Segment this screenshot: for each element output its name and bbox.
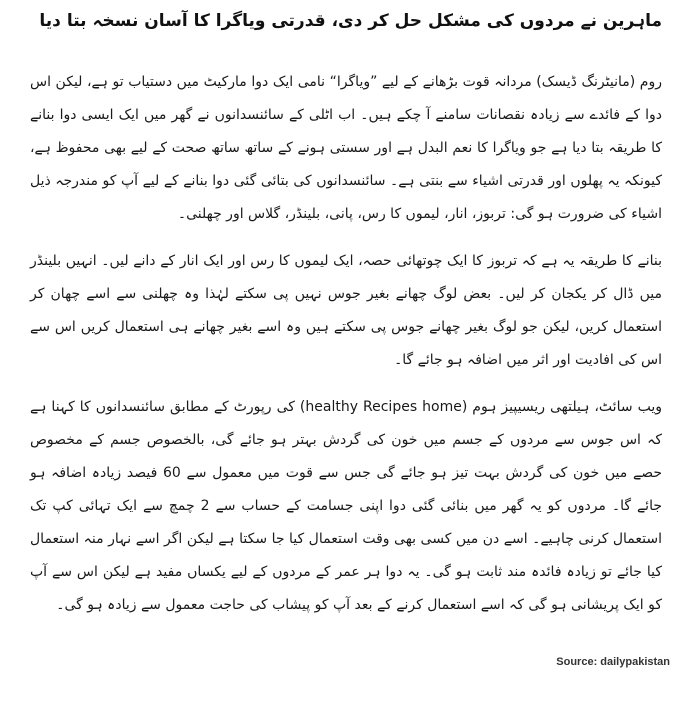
article-paragraph-method: بنانے کا طریقہ یہ ہے کہ تربوز کا ایک چوتھائی حصہ، ایک لیموں کا رس اور ایک انار کے دانے لیں۔ انہیں بلینڈر میں ڈال کر یکجان کر لیں۔ بعض لوگ چھانے بغیر جوس نہیں پی سکتے لہٰذا وہ چھلنی سے اسے چھان کر استعمال کریں، لیکن جو لوگ بغیر چھانے جوس پی سکتے ہیں وہ اسے بغیر چھانے ہی استعمال کریں اس سے اس کی افادیت اور اثر میں اضافہ ہو جائے گا۔ [30, 253, 662, 368]
article-paragraph-intro: روم (مانیٹرنگ ڈیسک) مردانہ قوت بڑھانے کے لیے ”ویاگرا“ نامی ایک دوا مارکیٹ میں دستیاب تو ہے، لیکن اس دوا کے فائدے سے زیادہ نقصانات سامنے آ چکے ہیں۔ اب اٹلی کے سائنسدانوں نے گھر میں ایک ایسی دوا بنانے کا طریقہ بتا دیا ہے جو ویاگرا کا نعم البدل ہے اور سستی ہونے کے ساتھ ساتھ صحت کے لیے بھی محفوظ ہے، کیونکہ یہ پھلوں اور قدرتی اشیاء سے بنتی ہے۔ سائنسدانوں کی بتائی گئی دوا بنانے کے لیے آپ کو مندرجہ ذیل اشیاء کی ضرورت ہو گی: تربوز، انار، لیموں کا رس، پانی، بلینڈر، گلاس اور چھلنی۔ [30, 74, 662, 222]
source-credit: Source: dailypakistan [556, 656, 670, 668]
article [30, 6, 662, 622]
article-title: ماہرین نے مردوں کی مشکل حل کر دی، قدرتی ویاگرا کا آسان نسخہ بتا دیا [39, 11, 662, 31]
article-paragraph-benefits: ویب سائٹ، ہیلتھی ریسیپیز ہوم (healthy Recipes home) کی رپورٹ کے مطابق سائنسدانوں کا کہنا ہے کہ اس جوس سے مردوں کے جسم میں خون کی گردش بہتر ہو جائے گی، بالخصوص جسم کے مخصوص حصے میں خون کی گردش بہت تیز ہو جائے گی جس سے قوت میں معمول سے 60 فیصد زیادہ اضافہ ہو جائے گا۔ مردوں کو یہ گھر میں بنائی گئی دوا اپنی جسامت کے حساب سے 2 چمچ سے ایک تہائی کپ تک استعمال کرنی چاہیے۔ اسے دن میں کسی بھی وقت استعمال کیا جا سکتا ہے لیکن اگر اسے نہار منہ استعمال کیا جائے تو زیادہ فائدہ مند ثابت ہو گی۔ یہ دوا ہر عمر کے مردوں کے لیے یکساں مفید ہے لیکن اس سے آپ کو ایک پریشانی ہو گی کہ اسے استعمال کرنے کے بعد آپ کو پیشاب کی حاجت معمول سے زیادہ ہو گی۔ [30, 399, 663, 613]
